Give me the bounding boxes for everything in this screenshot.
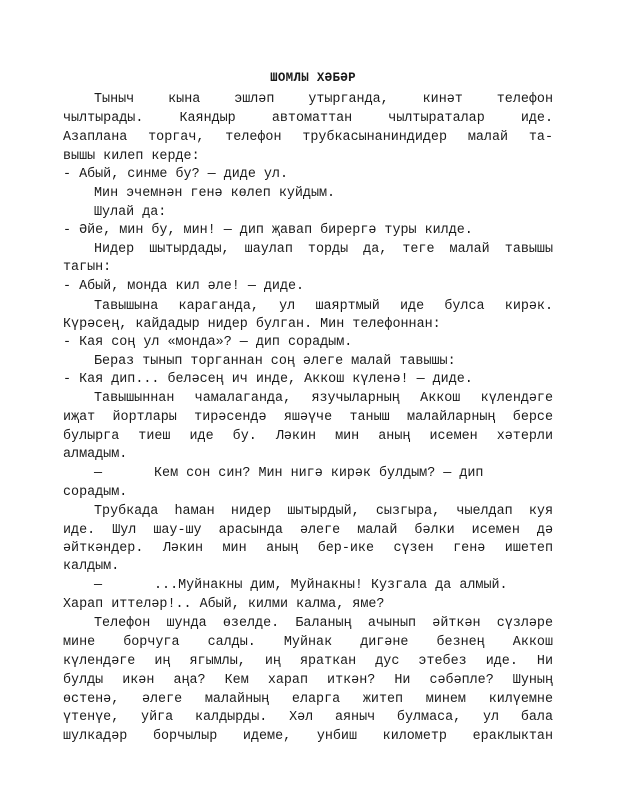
text-line: - Кая соң ул «монда»? — дип сорадым. <box>63 335 353 350</box>
text-line: Нидер шытырдады, шаулап торды да, теге малай тавышы <box>94 242 553 257</box>
text-line: тагын: <box>63 260 112 275</box>
document-title: ШОМЛЫ ХӘБӘР <box>270 71 356 85</box>
text-line: Харап иттеләр!.. Абый, килми калма, яме? <box>63 597 385 612</box>
text-line: күлендәге иң ягымлы, иң яраткан дус этебез иде. Ни <box>63 654 553 669</box>
text-line: мине борчуга салды. Муйнак дигәне безнең Аккош <box>63 635 553 650</box>
text-line: калдым. <box>63 559 120 574</box>
text-line: Шулай да: <box>94 205 167 220</box>
text-line: шулкадәр борчылыр идеме, унбиш километр ераклыктан <box>63 729 553 744</box>
dash-mark: — <box>94 578 103 593</box>
text-line: Трубкада һаман нидер шытырдый, сызгыра, чыелдап куя <box>94 504 553 519</box>
text-line: Тавышыннан чамалаганда, язучыларның Аккош күлендәге <box>94 391 553 406</box>
dialogue-line <box>94 465 553 483</box>
text-line: Тавышына караганда, ул шаяртмый иде булса кирәк. <box>94 299 553 314</box>
dialogue-line <box>94 577 553 595</box>
dash-mark: — <box>94 466 103 481</box>
text-line: вышы килеп керде: <box>63 149 200 164</box>
text-line: булды икән аңа? Кем харап иткән? Ни сәбәпле? Шуның <box>63 673 553 688</box>
text-line: сорадым. <box>63 485 128 500</box>
text-line: ...Муйнакны дим, Муйнакны! Кузгала да алмый. <box>154 578 508 593</box>
text-line: Азаплана торгач, телефон трубкасынаниндидер малай та- <box>63 130 553 145</box>
text-line: Мин эчемнән генә көлеп куйдым. <box>94 186 336 201</box>
text-line: Бераз тынып торганнан соң әлеге малай тавышы: <box>94 354 456 369</box>
text-line: алмадым. <box>63 447 128 462</box>
text-line: иҗат йортлары тирәсендә яшәүче таныш малайларның берсе <box>63 410 553 425</box>
text-line: - Абый, монда кил әле! — диде. <box>63 279 305 294</box>
text-line: булырга тиеш иде бу. Ләкин мин аның исемен хәтерли <box>63 429 553 444</box>
text-line: Кем сон син? Мин нигә кирәк булдым? — дип <box>154 466 484 481</box>
text-line: чылтырады. Каяндыр автоматтан чылтыраталар иде. <box>63 111 553 126</box>
text-line: Тыныч кына эшләп утырганда, кинәт телефон <box>94 92 553 107</box>
text-line: - Әйе, мин бу, мин! — дип җавап бирергә туры килде. <box>63 223 473 238</box>
text-line: - Кая дип... беләсең ич инде, Аккош күленә! — диде. <box>63 372 473 387</box>
text-line: үтенүе, уйга калдырды. Хәл аяныч булмаса, ул бала <box>63 710 553 725</box>
text-line: Күрәсең, кайдадыр нидер булган. Мин телефоннан: <box>63 317 441 332</box>
text-line: әйткәндер. Ләкин мин аның бер-ике сүзен генә ишетеп <box>63 541 553 556</box>
text-line: иде. Шул шау-шу арасында әлеге малай бәлки исемен дә <box>63 523 553 538</box>
text-line: Телефон шунда өзелде. Баланың ачынып әйткән сүзләре <box>94 616 553 631</box>
text-line: - Абый, синме бу? — диде ул. <box>63 167 288 182</box>
text-line: өстенә, әлеге малайның еларга житеп минем килүемне <box>63 692 553 707</box>
